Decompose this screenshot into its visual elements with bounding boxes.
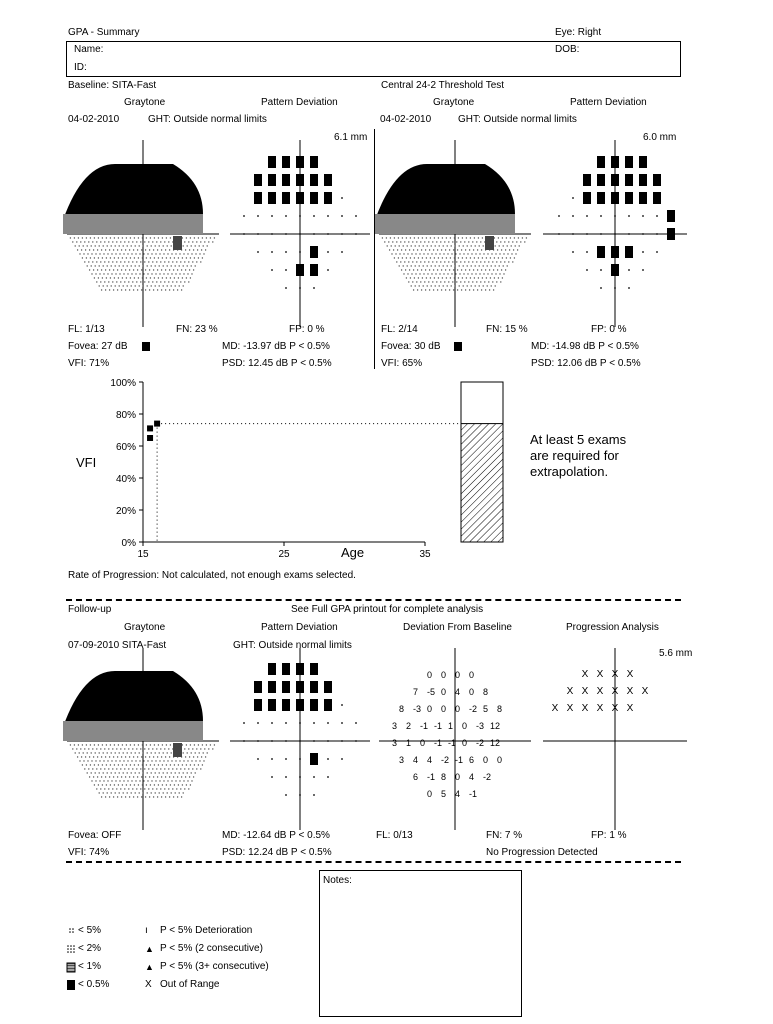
deviation-value: -5 xyxy=(427,687,436,697)
notes-label: Notes: xyxy=(323,875,352,886)
baseline-right-fn: FN: 15 % xyxy=(486,324,528,335)
deviation-value: -1 xyxy=(448,738,457,748)
baseline-right-md: MD: -14.98 dB P < 0.5% xyxy=(531,341,639,352)
legend-5pct-icon xyxy=(72,928,74,930)
deviation-value: -1 xyxy=(469,789,478,799)
progression-out-of-range-mark: X xyxy=(566,686,574,697)
progression-out-of-range-mark: X xyxy=(611,686,619,697)
legend-deterioration-icon: ı xyxy=(145,925,148,936)
baseline-left-fp: FP: 0 % xyxy=(289,324,325,335)
id-label: ID: xyxy=(74,62,87,73)
legend-2pct-icon xyxy=(70,948,72,950)
y-tick-label: 100% xyxy=(110,378,136,389)
deviation-value: 4 xyxy=(413,755,419,765)
legend-item-2pct: < 2% xyxy=(78,943,102,954)
deviation-value: 7 xyxy=(413,687,419,697)
legend-2pct-icon xyxy=(73,948,75,950)
deviation-value: 6 xyxy=(413,772,419,782)
y-tick-label: 60% xyxy=(115,442,136,453)
deviation-value: -1 xyxy=(427,772,436,782)
followup-date: 07-09-2010 SITA-Fast xyxy=(68,640,167,651)
baseline-right-psd: PSD: 12.06 dB P < 0.5% xyxy=(531,358,641,369)
extrapolation-note-line2: are required for xyxy=(530,448,619,463)
baseline-left-pattern-title: Pattern Deviation xyxy=(261,97,338,108)
baseline-right-graytone-title: Graytone xyxy=(433,97,475,108)
baseline-label: Baseline: SITA-Fast xyxy=(68,80,157,91)
deviation-value: 8 xyxy=(483,687,489,697)
deviation-value: 3 xyxy=(392,721,398,731)
deviation-value: -2 xyxy=(441,755,450,765)
deviation-value: 8 xyxy=(497,704,503,714)
deviation-value: 8 xyxy=(399,704,405,714)
deviation-value: 1 xyxy=(406,738,412,748)
report-title: GPA - Summary xyxy=(68,27,140,38)
followup-vfi: VFI: 74% xyxy=(68,847,110,858)
legend-item-5pct: < 5% xyxy=(78,925,102,936)
extrapolation-note-line3: extrapolation. xyxy=(530,464,609,479)
deviation-value: 0 xyxy=(455,670,461,680)
legend-prog-deterioration: P < 5% Deterioration xyxy=(160,925,253,936)
deviation-value: 8 xyxy=(441,772,447,782)
followup-pattern-title: Pattern Deviation xyxy=(261,622,338,633)
baseline-left-date: 04-02-2010 xyxy=(68,114,120,125)
vfi-axis-label: VFI xyxy=(76,455,97,470)
progression-out-of-range-mark: X xyxy=(551,703,559,714)
deviation-value: -3 xyxy=(476,721,485,731)
deviation-value: 4 xyxy=(455,789,461,799)
progression-out-of-range-mark: X xyxy=(611,703,619,714)
deviation-value: 0 xyxy=(483,755,489,765)
baseline-left-graytone-title: Graytone xyxy=(124,97,166,108)
progression-out-of-range-mark: X xyxy=(581,686,589,697)
baseline-left-vfi: VFI: 71% xyxy=(68,358,110,369)
followup-graytone-title: Graytone xyxy=(124,622,166,633)
rate-of-progression: Rate of Progression: Not calculated, not enough exams selected. xyxy=(68,570,356,581)
deviation-value: -1 xyxy=(434,738,443,748)
baseline-right-ght: GHT: Outside normal limits xyxy=(458,114,577,125)
baseline-right-fl: FL: 2/14 xyxy=(381,324,418,335)
followup-ght: GHT: Outside normal limits xyxy=(233,640,352,651)
progression-analysis-title: Progression Analysis xyxy=(566,622,659,633)
deviation-value: -1 xyxy=(434,721,443,731)
legend-triangle-solid-icon: ▲ xyxy=(145,962,154,972)
deviation-value: 0 xyxy=(427,789,433,799)
progression-out-of-range-mark: X xyxy=(596,669,604,680)
legend-out-of-range-icon: X xyxy=(145,979,152,990)
legend-2pct-icon xyxy=(67,945,69,947)
baseline-left-psd: PSD: 12.45 dB P < 0.5% xyxy=(222,358,332,369)
legend-2pct-icon xyxy=(67,951,69,953)
followup-md: MD: -12.64 dB P < 0.5% xyxy=(222,830,330,841)
progression-out-of-range-mark: X xyxy=(641,686,649,697)
followup-pupil: 5.6 mm xyxy=(659,648,693,659)
deviation-value: 0 xyxy=(427,670,433,680)
progression-out-of-range-mark: X xyxy=(611,669,619,680)
y-tick-label: 40% xyxy=(115,474,136,485)
legend-5pct-icon xyxy=(72,931,74,933)
deviation-value: -1 xyxy=(420,721,429,731)
deviation-value: 5 xyxy=(483,704,489,714)
deviation-value: 0 xyxy=(441,670,447,680)
deviation-value: 0 xyxy=(441,687,447,697)
name-label: Name: xyxy=(74,44,104,55)
baseline-right-fovea: Fovea: 30 dB xyxy=(381,341,441,352)
deviation-value: 0 xyxy=(420,738,426,748)
y-tick-label: 80% xyxy=(115,410,136,421)
deviation-value: 0 xyxy=(462,721,468,731)
baseline-right-vfi: VFI: 65% xyxy=(381,358,423,369)
deviation-value: 1 xyxy=(448,721,454,731)
baseline-left-fl: FL: 1/13 xyxy=(68,324,105,335)
baseline-left-ght: GHT: Outside normal limits xyxy=(148,114,267,125)
deviation-value: 6 xyxy=(469,755,475,765)
extrapolation-note-line1: At least 5 exams xyxy=(530,432,627,447)
deviation-value: 12 xyxy=(490,738,501,748)
deviation-value: -2 xyxy=(476,738,485,748)
legend-item-1pct: < 1% xyxy=(78,961,102,972)
baseline-left-pupil: 6.1 mm xyxy=(334,132,368,143)
legend-2pct-icon xyxy=(70,951,72,953)
x-tick-label: 25 xyxy=(278,549,290,560)
deviation-value: 0 xyxy=(497,755,503,765)
deviation-value: 0 xyxy=(469,687,475,697)
deviation-value: 12 xyxy=(490,721,501,731)
deviation-value: 0 xyxy=(455,772,461,782)
test-name: Central 24-2 Threshold Test xyxy=(381,80,505,91)
deviation-value: 4 xyxy=(455,687,461,697)
legend-prog-2-consecutive: P < 5% (2 consecutive) xyxy=(160,943,263,954)
deviation-value: -2 xyxy=(483,772,492,782)
deviation-value: 0 xyxy=(427,704,433,714)
x-tick-label: 15 xyxy=(137,549,149,560)
y-tick-label: 20% xyxy=(115,506,136,517)
progression-out-of-range-mark: X xyxy=(581,703,589,714)
legend-2pct-icon xyxy=(73,945,75,947)
progression-out-of-range-mark: X xyxy=(626,669,634,680)
legend-prog-3-consecutive: P < 5% (3+ consecutive) xyxy=(160,961,269,972)
legend-item-05pct: < 0.5% xyxy=(78,979,110,990)
progression-out-of-range-mark: X xyxy=(581,669,589,680)
deviation-value: 0 xyxy=(469,670,475,680)
deviation-value: 4 xyxy=(427,755,433,765)
x-tick-label: 35 xyxy=(419,549,431,560)
legend-5pct-icon xyxy=(69,928,71,930)
legend-prog-out-of-range: Out of Range xyxy=(160,979,220,990)
baseline-right-pattern-title: Pattern Deviation xyxy=(570,97,647,108)
progression-out-of-range-mark: X xyxy=(566,703,574,714)
legend-2pct-icon xyxy=(73,951,75,953)
baseline-left-fn: FN: 23 % xyxy=(176,324,218,335)
followup-fn: FN: 7 % xyxy=(486,830,523,841)
eye-label: Eye: Right xyxy=(555,27,602,38)
legend-2pct-icon xyxy=(67,948,69,950)
progression-out-of-range-mark: X xyxy=(596,703,604,714)
legend-5pct-icon xyxy=(69,931,71,933)
progression-out-of-range-mark: X xyxy=(626,703,634,714)
followup-fovea: Fovea: OFF xyxy=(68,830,122,841)
legend-05pct-icon xyxy=(67,980,75,990)
legend-2pct-icon xyxy=(70,945,72,947)
progression-out-of-range-mark: X xyxy=(626,686,634,697)
deviation-value: 4 xyxy=(469,772,475,782)
deviation-value: 0 xyxy=(455,704,461,714)
followup-label: Follow-up xyxy=(68,604,112,615)
baseline-right-pupil: 6.0 mm xyxy=(643,132,677,143)
see-full-gpa-note: See Full GPA printout for complete analysis xyxy=(291,604,484,615)
deviation-value: 0 xyxy=(462,738,468,748)
y-tick-label: 0% xyxy=(121,538,136,549)
baseline-left-md: MD: -13.97 dB P < 0.5% xyxy=(222,341,330,352)
deviation-value: 3 xyxy=(392,738,398,748)
progression-out-of-range-mark: X xyxy=(596,686,604,697)
deviation-value: -3 xyxy=(413,704,422,714)
baseline-right-date: 04-02-2010 xyxy=(380,114,432,125)
baseline-left-fovea: Fovea: 27 dB xyxy=(68,341,128,352)
no-progression-status: No Progression Detected xyxy=(486,847,598,858)
deviation-value: 0 xyxy=(441,704,447,714)
deviation-value: -2 xyxy=(469,704,478,714)
legend-triangle-open-icon: ▲ xyxy=(145,944,154,954)
baseline-right-fp: FP: 0 % xyxy=(591,324,627,335)
followup-fl: FL: 0/13 xyxy=(376,830,413,841)
deviation-value: 5 xyxy=(441,789,447,799)
dob-label: DOB: xyxy=(555,44,580,55)
deviation-from-baseline-title: Deviation From Baseline xyxy=(403,622,512,633)
deviation-value: -1 xyxy=(455,755,464,765)
deviation-value: 2 xyxy=(406,721,412,731)
followup-fp: FP: 1 % xyxy=(591,830,627,841)
age-axis-label: Age xyxy=(341,545,365,560)
followup-psd: PSD: 12.24 dB P < 0.5% xyxy=(222,847,332,858)
deviation-value: 3 xyxy=(399,755,405,765)
